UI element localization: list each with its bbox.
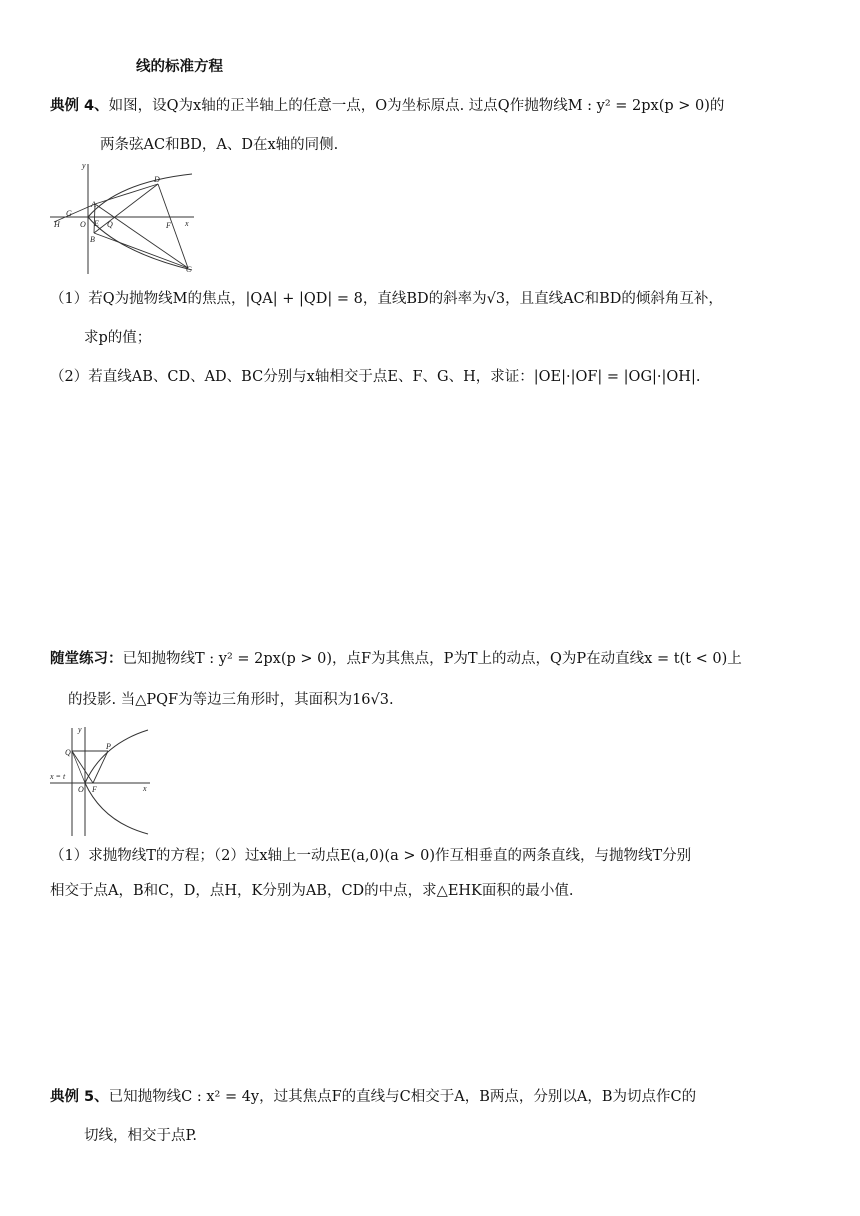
segment-pf (93, 751, 108, 783)
practice-label: 随堂练习： (50, 651, 123, 667)
example4-line1 (50, 95, 724, 117)
fig-label: y (78, 725, 82, 734)
practice-line2: 的投影. 当△PQF为等边三角形时，其面积为16√3. (68, 692, 394, 708)
example4-q1-line1: （1）若Q为抛物线M的焦点，|QA| + |QD| = 8，直线BD的斜率为√3，且直线AC和BD的倾斜角互补， (50, 291, 723, 307)
example4-q1-line2: 求p的值； (84, 330, 152, 346)
practice-text1: 已知抛物线T : y² = 2px(p > 0)，点F为其焦点，P为T上的动点，Q为P在动直线x = t(t < 0)上 (122, 651, 742, 667)
fig-label: C (186, 265, 192, 274)
practice-figure (48, 724, 154, 838)
line-bc (94, 233, 188, 268)
line-ad (95, 184, 158, 204)
example4-text1: 如图，设Q为x轴的正半轴上的任意一点，O为坐标原点. 过点Q作抛物线M : y² = 2px(p > 0)的 (108, 98, 725, 114)
fig-label: D (154, 175, 160, 184)
fig-label: G (66, 209, 72, 218)
fig-label: H (54, 220, 60, 229)
example4-label: 典例 4、 (50, 98, 109, 114)
practice-q-line2: 相交于点A，B和C，D，点H，K分别为AB，CD的中点，求△EHK面积的最小值. (50, 883, 574, 899)
fig-label: x = t (50, 772, 66, 781)
segment-qf (72, 751, 93, 783)
example5-line1 (50, 1086, 696, 1108)
parabola (88, 174, 192, 270)
segment-qo (72, 751, 85, 783)
fig-label: O (80, 220, 86, 229)
line-dc (158, 184, 188, 268)
fig-label: A (91, 200, 96, 209)
fig-label: Q (65, 748, 71, 757)
fig-label: O (78, 785, 84, 794)
fig-label: P (106, 742, 111, 751)
fig-label: y (82, 161, 86, 170)
example5-label: 典例 5、 (50, 1089, 109, 1105)
practice-line1 (50, 648, 742, 670)
example4-figure (48, 160, 198, 276)
practice-q-line1: （1）求抛物线T的方程；（2）过x轴上一动点E(a,0)(a > 0)作互相垂直的两条直线，与抛物线T分别 (50, 848, 692, 864)
example5-line2: 切线，相交于点P. (84, 1128, 197, 1144)
example4-q2-line1: （2）若直线AB、CD、AD、BC分别与x轴相交于点E、F、G、H，求证：|OE|·|OF| = |OG|·|OH|. (50, 369, 701, 385)
fig-label: F (166, 221, 171, 230)
line-ga (54, 204, 95, 222)
fig-label: B (90, 235, 95, 244)
section-title: 线的标准方程 (136, 59, 223, 75)
fig-label: E (94, 219, 99, 228)
parabola (85, 730, 148, 834)
example5-text1: 已知抛物线C : x² = 4y，过其焦点F的直线与C相交于A，B两点，分别以A，B为切点作C的 (108, 1089, 697, 1105)
fig-label: x (185, 219, 189, 228)
fig-label: F (92, 785, 97, 794)
fig-label: x (143, 784, 147, 793)
fig-label: Q (107, 220, 113, 229)
example4-line2: 两条弦AC和BD，A、D在x轴的同侧. (100, 137, 339, 153)
